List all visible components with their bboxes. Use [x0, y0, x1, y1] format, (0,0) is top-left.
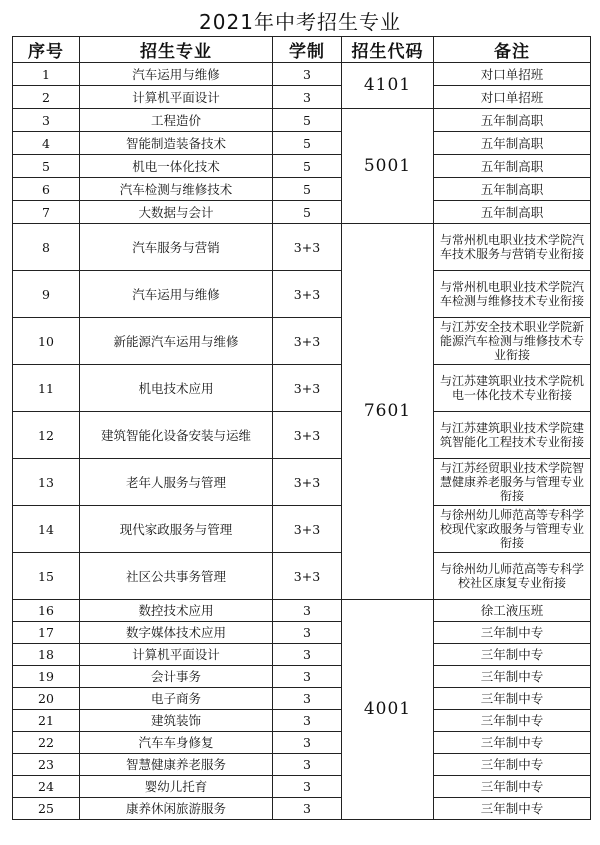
row-major: 电子商务 [80, 688, 273, 710]
row-no: 9 [13, 271, 80, 318]
enroll-code: 4001 [342, 600, 434, 820]
table-row [13, 271, 591, 318]
table-row [13, 86, 591, 109]
table-row [13, 600, 591, 622]
header-note: 备注 [434, 37, 591, 63]
row-note: 与江苏建筑职业技术学院建筑智能化工程技术专业衔接 [434, 412, 591, 459]
row-years: 3 [273, 63, 342, 86]
table-row [13, 109, 591, 132]
row-no: 23 [13, 754, 80, 776]
row-no: 19 [13, 666, 80, 688]
row-years: 3 [273, 710, 342, 732]
row-note: 五年制高职 [434, 155, 591, 178]
row-no: 2 [13, 86, 80, 109]
row-major: 机电技术应用 [80, 365, 273, 412]
row-note: 与常州机电职业技术学院汽车检测与维修技术专业衔接 [434, 271, 591, 318]
row-no: 16 [13, 600, 80, 622]
row-no: 12 [13, 412, 80, 459]
row-major: 大数据与会计 [80, 201, 273, 224]
row-years: 3+3 [273, 365, 342, 412]
row-years: 3 [273, 798, 342, 820]
row-major: 计算机平面设计 [80, 644, 273, 666]
row-years: 5 [273, 132, 342, 155]
table-row [13, 506, 591, 553]
row-major: 机电一体化技术 [80, 155, 273, 178]
row-note: 与江苏建筑职业技术学院机电一体化技术专业衔接 [434, 365, 591, 412]
row-no: 17 [13, 622, 80, 644]
row-major: 新能源汽车运用与维修 [80, 318, 273, 365]
row-no: 18 [13, 644, 80, 666]
header-years: 学制 [273, 37, 342, 63]
header-no: 序号 [13, 37, 80, 63]
row-years: 3+3 [273, 224, 342, 271]
row-note: 三年制中专 [434, 776, 591, 798]
row-note: 徐工液压班 [434, 600, 591, 622]
row-years: 3+3 [273, 412, 342, 459]
row-note: 三年制中专 [434, 622, 591, 644]
row-note: 与徐州幼儿师范高等专科学校现代家政服务与管理专业衔接 [434, 506, 591, 553]
row-major: 数控技术应用 [80, 600, 273, 622]
table-row [13, 710, 591, 732]
row-years: 3 [273, 776, 342, 798]
row-years: 3 [273, 600, 342, 622]
row-note: 三年制中专 [434, 688, 591, 710]
table-row [13, 754, 591, 776]
row-note: 三年制中专 [434, 710, 591, 732]
row-note: 五年制高职 [434, 132, 591, 155]
row-years: 3 [273, 666, 342, 688]
row-no: 13 [13, 459, 80, 506]
table-row [13, 412, 591, 459]
row-no: 15 [13, 553, 80, 600]
table-row [13, 553, 591, 600]
table-row [13, 798, 591, 820]
row-note: 三年制中专 [434, 754, 591, 776]
row-major: 数字媒体技术应用 [80, 622, 273, 644]
row-major: 汽车运用与维修 [80, 63, 273, 86]
row-major: 工程造价 [80, 109, 273, 132]
row-no: 7 [13, 201, 80, 224]
row-no: 11 [13, 365, 80, 412]
row-years: 3 [273, 688, 342, 710]
table-row [13, 776, 591, 798]
row-major: 社区公共事务管理 [80, 553, 273, 600]
row-years: 3+3 [273, 506, 342, 553]
table-row [13, 178, 591, 201]
row-note: 三年制中专 [434, 798, 591, 820]
table-row [13, 132, 591, 155]
enrollment-table [12, 36, 591, 820]
row-note: 对口单招班 [434, 86, 591, 109]
header-code: 招生代码 [342, 37, 434, 63]
row-major: 汽车检测与维修技术 [80, 178, 273, 201]
row-major: 计算机平面设计 [80, 86, 273, 109]
row-years: 5 [273, 155, 342, 178]
row-major: 会计事务 [80, 666, 273, 688]
row-no: 25 [13, 798, 80, 820]
enroll-code: 4101 [342, 63, 434, 109]
row-no: 10 [13, 318, 80, 365]
table-row [13, 63, 591, 86]
table-row [13, 644, 591, 666]
table-row [13, 365, 591, 412]
table-row [13, 318, 591, 365]
row-major: 建筑装饰 [80, 710, 273, 732]
row-years: 3+3 [273, 318, 342, 365]
row-no: 6 [13, 178, 80, 201]
row-note: 三年制中专 [434, 666, 591, 688]
row-years: 5 [273, 109, 342, 132]
table-header-row [13, 37, 591, 63]
row-note: 三年制中专 [434, 644, 591, 666]
row-no: 22 [13, 732, 80, 754]
row-years: 3+3 [273, 271, 342, 318]
row-note: 与常州机电职业技术学院汽车技术服务与营销专业衔接 [434, 224, 591, 271]
row-note: 与江苏经贸职业技术学院智慧健康养老服务与管理专业衔接 [434, 459, 591, 506]
table-row [13, 666, 591, 688]
row-major: 汽车运用与维修 [80, 271, 273, 318]
row-major: 汽车车身修复 [80, 732, 273, 754]
row-major: 汽车服务与营销 [80, 224, 273, 271]
row-major: 智慧健康养老服务 [80, 754, 273, 776]
header-major: 招生专业 [80, 37, 273, 63]
enroll-code: 5001 [342, 109, 434, 224]
table-row [13, 622, 591, 644]
row-note: 与江苏安全技术职业学院新能源汽车检测与维修技术专业衔接 [434, 318, 591, 365]
row-major: 婴幼儿托育 [80, 776, 273, 798]
row-no: 20 [13, 688, 80, 710]
row-no: 14 [13, 506, 80, 553]
row-years: 3+3 [273, 553, 342, 600]
table-row [13, 155, 591, 178]
row-no: 21 [13, 710, 80, 732]
row-no: 1 [13, 63, 80, 86]
row-major: 智能制造装备技术 [80, 132, 273, 155]
row-years: 5 [273, 201, 342, 224]
row-note: 对口单招班 [434, 63, 591, 86]
row-years: 3 [273, 86, 342, 109]
row-note: 五年制高职 [434, 201, 591, 224]
row-major: 建筑智能化设备安装与运维 [80, 412, 273, 459]
table-row [13, 459, 591, 506]
enroll-code: 7601 [342, 224, 434, 600]
row-no: 8 [13, 224, 80, 271]
table-row [13, 224, 591, 271]
row-no: 5 [13, 155, 80, 178]
table-row [13, 201, 591, 224]
row-years: 3 [273, 732, 342, 754]
row-no: 24 [13, 776, 80, 798]
row-note: 五年制高职 [434, 178, 591, 201]
row-note: 与徐州幼儿师范高等专科学校社区康复专业衔接 [434, 553, 591, 600]
table-row [13, 688, 591, 710]
row-years: 3 [273, 644, 342, 666]
row-years: 3 [273, 622, 342, 644]
row-note: 五年制高职 [434, 109, 591, 132]
row-years: 3+3 [273, 459, 342, 506]
row-no: 3 [13, 109, 80, 132]
table-row [13, 732, 591, 754]
row-years: 5 [273, 178, 342, 201]
row-no: 4 [13, 132, 80, 155]
page-title: 2021年中考招生专业 [199, 10, 401, 34]
row-major: 康养休闲旅游服务 [80, 798, 273, 820]
row-major: 现代家政服务与管理 [80, 506, 273, 553]
row-note: 三年制中专 [434, 732, 591, 754]
row-major: 老年人服务与管理 [80, 459, 273, 506]
row-years: 3 [273, 754, 342, 776]
